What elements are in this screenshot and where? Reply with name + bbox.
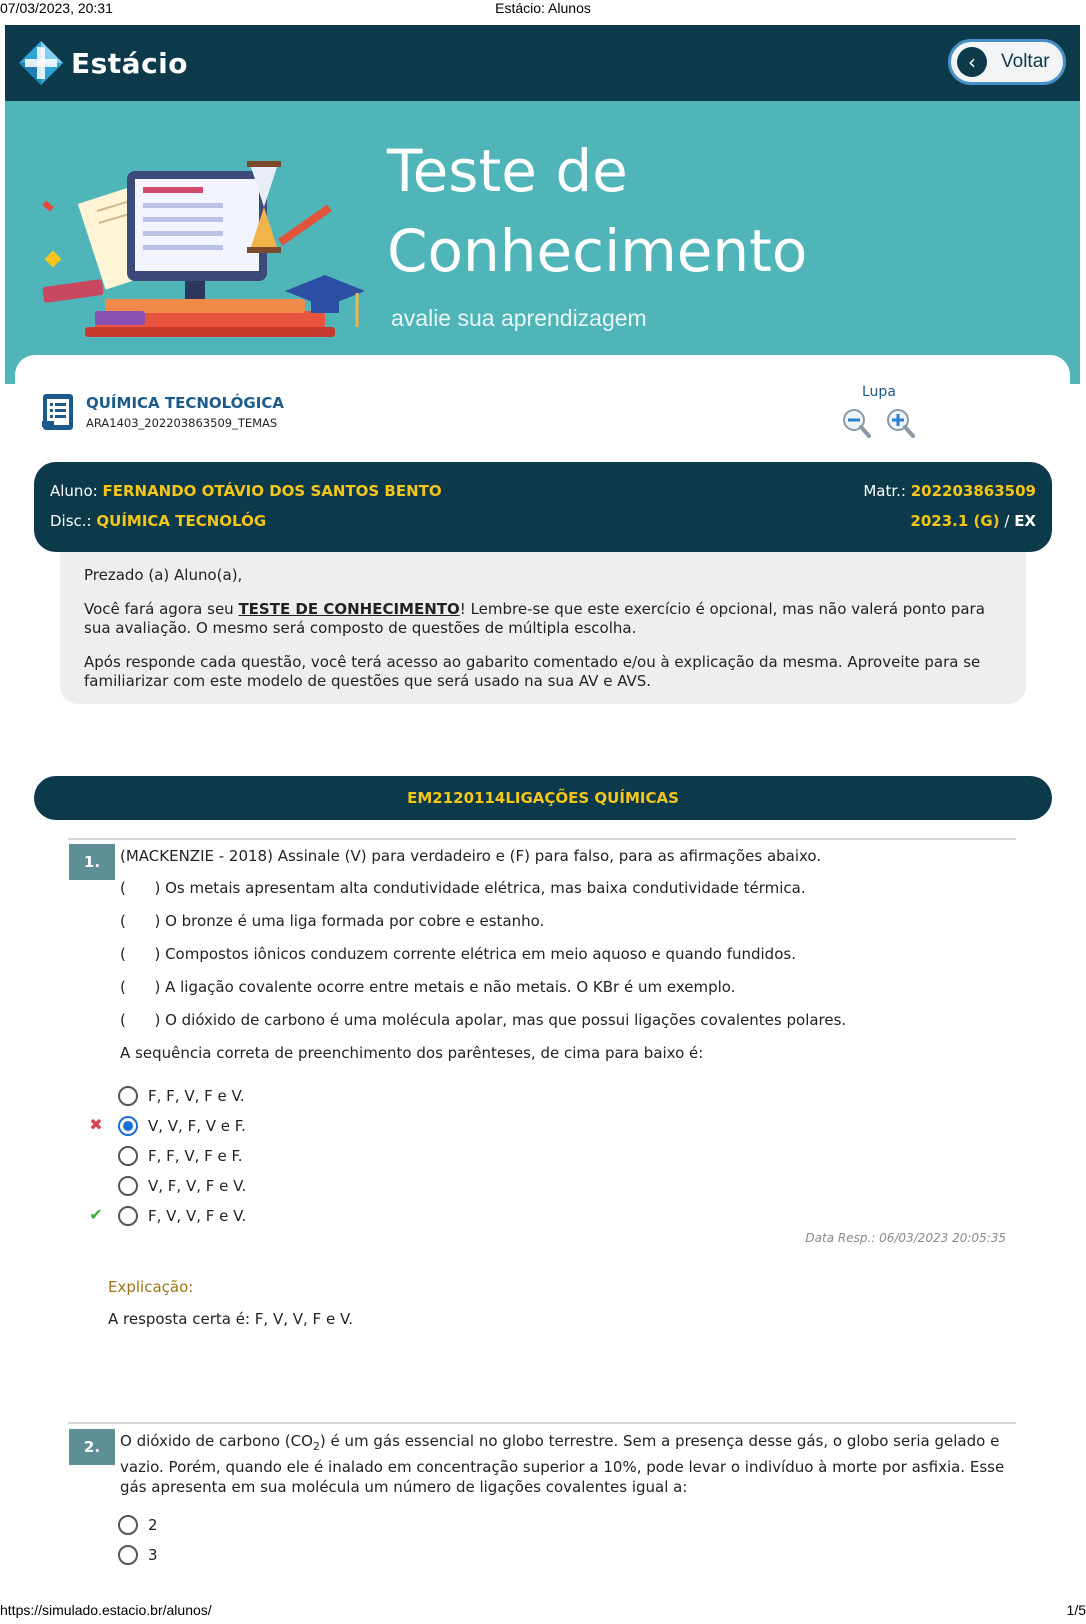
response-date: Data Resp.: 06/03/2023 20:05:35 <box>805 1231 1006 1245</box>
statement-5: ( ) O dióxido de carbono é uma molécula apolar, mas que possui ligações covalentes polares. <box>120 1011 847 1029</box>
question-number-badge: 2. <box>69 1429 115 1465</box>
answer-option-selected[interactable] <box>118 1114 246 1138</box>
wrong-x-icon: ✖ <box>89 1115 103 1134</box>
q2-prompt-part2: ) é um gás essencial no globo terrestre. Sem a presença desse gás, o globo seria gelado e vazio. Porém, quando ele é inalado em concentração superior a 10%, pode levar o indivíduo à morte por asfixia. Esse gás apresenta em sua molécula um número de ligações covalentes igual a: <box>120 1432 1005 1496</box>
intro-box <box>60 552 1026 704</box>
back-button[interactable] <box>948 39 1066 85</box>
intro-greeting: Prezado (a) Aluno(a), <box>84 566 243 584</box>
answer-option[interactable] <box>118 1513 158 1537</box>
question-instruction: A sequência correta de preenchimento dos parênteses, de cima para baixo é: <box>120 1044 704 1062</box>
section-header: EM2120114LIGAÇÕES QUÍMICAS <box>34 776 1052 820</box>
print-page-title: Estácio: Alunos <box>495 0 591 16</box>
disc-label: Disc.: <box>50 512 92 530</box>
option-label: V, F, V, F e V. <box>148 1177 247 1195</box>
option-label: F, F, V, F e F. <box>148 1147 243 1165</box>
discipline-value: QUÍMICA TECNOLÓG <box>96 512 267 530</box>
statement-1: ( ) Os metais apresentam alta condutividade elétrica, mas baixa condutividade térmica. <box>120 879 806 897</box>
magnifier-label: Lupa <box>862 384 896 400</box>
exam-type: EX <box>1014 512 1036 530</box>
print-url: https://simulado.estacio.br/alunos/ <box>0 1602 212 1618</box>
question-number-badge: 1. <box>69 844 115 880</box>
option-label: F, F, V, F e V. <box>148 1087 245 1105</box>
radio-button[interactable] <box>118 1515 138 1535</box>
option-label: 2 <box>148 1516 158 1534</box>
exam-document-icon <box>42 393 74 431</box>
radio-button[interactable] <box>118 1545 138 1565</box>
radio-button[interactable] <box>118 1176 138 1196</box>
intro-p1-before: Você fará agora seu <box>84 600 239 618</box>
zoom-in-icon[interactable] <box>886 408 916 440</box>
brand-logo[interactable] <box>17 39 188 87</box>
question-prompt <box>120 1431 1010 1497</box>
option-label: F, V, V, F e V. <box>148 1207 247 1225</box>
radio-button[interactable] <box>118 1146 138 1166</box>
banner-title-line2: Conhecimento <box>387 217 808 285</box>
course-title: QUÍMICA TECNOLÓGICA <box>86 394 284 412</box>
intro-paragraph-1 <box>84 600 1002 638</box>
radio-button[interactable] <box>118 1206 138 1226</box>
banner-title-line1: Teste de <box>387 137 628 205</box>
statement-2: ( ) O bronze é uma liga formada por cobre e estanho. <box>120 912 545 930</box>
matricula-label: Matr.: <box>863 482 906 500</box>
print-header <box>0 0 1086 20</box>
option-label: V, V, F, V e F. <box>148 1117 246 1135</box>
question-divider <box>68 838 1016 840</box>
print-datetime: 07/03/2023, 20:31 <box>0 0 113 16</box>
question-prompt: (MACKENZIE - 2018) Assinale (V) para verdadeiro e (F) para falso, para as afirmações abaixo. <box>120 847 822 865</box>
answer-option[interactable] <box>118 1084 245 1108</box>
banner-subtitle: avalie sua aprendizagem <box>391 305 647 331</box>
period-separator: / <box>1004 512 1010 530</box>
print-footer <box>0 1602 1086 1622</box>
matricula-value: 202203863509 <box>910 482 1036 500</box>
study-illustration-icon <box>35 151 365 361</box>
back-button-label: Voltar <box>1001 51 1050 72</box>
student-row-1 <box>50 482 1036 500</box>
student-name: FERNANDO OTÁVIO DOS SANTOS BENTO <box>102 482 442 500</box>
answer-option[interactable] <box>118 1543 158 1567</box>
banner-title <box>387 131 807 291</box>
explanation-label: Explicação: <box>108 1278 194 1296</box>
estacio-logo-icon <box>17 39 65 87</box>
student-row-2 <box>50 512 1036 530</box>
radio-button-selected[interactable] <box>118 1116 138 1136</box>
chevron-left-icon: ‹ <box>957 47 987 77</box>
intro-p1-highlight: TESTE DE CONHECIMENTO <box>238 600 460 618</box>
zoom-out-icon[interactable] <box>842 408 872 440</box>
intro-paragraph-2: Após responde cada questão, você terá acesso ao gabarito comentado e/ou à explicação da mesma. Aproveite para se familiarizar com este modelo de questões que será usado na sua AV e AVS. <box>84 653 981 690</box>
period-info <box>910 512 1036 530</box>
course-code: ARA1403_202203863509_TEMAS <box>86 416 278 430</box>
answer-option[interactable] <box>118 1174 246 1198</box>
statement-3: ( ) Compostos iônicos conduzem corrente elétrica em meio aquoso e quando fundidos. <box>120 945 796 963</box>
q2-prompt-part1: O dióxido de carbono (CO <box>120 1432 313 1450</box>
explanation-text: A resposta certa é: F, V, V, F e V. <box>108 1310 354 1328</box>
student-info-panel <box>34 462 1052 552</box>
statement-4: ( ) A ligação covalente ocorre entre metais e não metais. O KBr é um exemplo. <box>120 978 736 996</box>
top-bar <box>5 25 1080 101</box>
matricula <box>863 482 1036 500</box>
option-label: 3 <box>148 1546 158 1564</box>
answer-option[interactable] <box>118 1144 243 1168</box>
aluno-label: Aluno: <box>50 482 98 500</box>
hero-banner <box>5 101 1080 384</box>
question-divider <box>68 1422 1016 1424</box>
correct-check-icon: ✔ <box>89 1205 103 1224</box>
period-value: 2023.1 (G) <box>910 512 1000 530</box>
brand-name: Estácio <box>71 46 189 80</box>
print-page-number: 1/5 <box>1066 1602 1086 1618</box>
answer-option-correct[interactable] <box>118 1204 246 1228</box>
radio-button[interactable] <box>118 1086 138 1106</box>
intro-p1-after: ! Lembre-se que este exercício é opcional, mas não valerá ponto para sua avaliação. O mesmo será composto de questões de múltipla escolha. <box>84 600 985 637</box>
q2-prompt-subscript: 2 <box>312 1440 320 1453</box>
